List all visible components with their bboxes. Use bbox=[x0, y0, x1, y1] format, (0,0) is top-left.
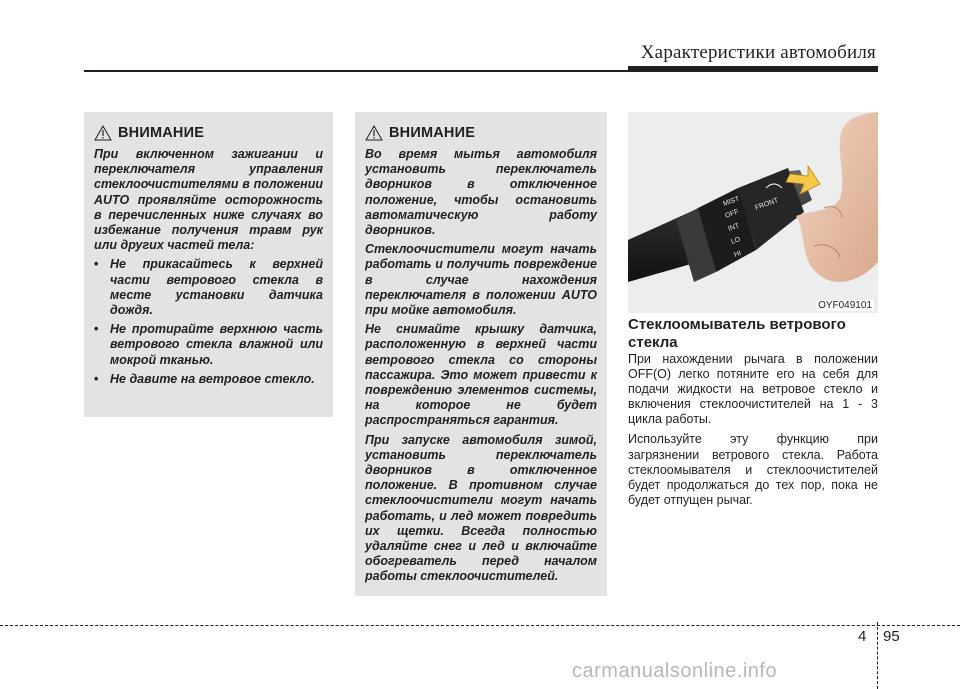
header-rule-accent bbox=[628, 66, 878, 71]
figure-code: OYF049101 bbox=[818, 300, 872, 311]
wiper-stalk-illustration bbox=[628, 112, 878, 313]
warning-intro: При включенном зажигании и переключателя управления стеклоочистителями в положении AUTO проявляйте осторожность в перечисленных ниже случаях во избежание получения травм рук или других частей тела: bbox=[94, 147, 323, 253]
warning-triangle-icon bbox=[94, 125, 112, 141]
warning-bullet: • Не давите на ветровое стекло. bbox=[94, 372, 323, 387]
warning-bullet: • Не прикасайтесь к верхней части ветрового стекла в месте установки датчика дождя. bbox=[94, 257, 323, 318]
page-number: 95 bbox=[883, 628, 900, 645]
switch-label: FRONT bbox=[754, 197, 780, 212]
warning-text bbox=[94, 147, 323, 387]
section-body bbox=[628, 352, 878, 513]
footer-divider bbox=[877, 622, 878, 689]
warning-title: ВНИМАНИЕ bbox=[118, 125, 205, 141]
watermark: carmanualsonline.info bbox=[572, 660, 778, 682]
wiper-stalk-figure bbox=[628, 112, 878, 313]
section-paragraph: Используйте эту функцию при загрязнении ветрового стекла. Работа стеклоомывателя и стеклоочистителей будет продолжаться до тех пор, пока не будет отпущен рычаг. bbox=[628, 432, 878, 507]
warning-box-middle bbox=[355, 112, 607, 596]
warning-title: ВНИМАНИЕ bbox=[389, 125, 476, 141]
warning-bullet: • Не протирайте верхнюю часть ветрового стекла влажной или мокрой тканью. bbox=[94, 322, 323, 368]
switch-label: MIST bbox=[722, 195, 741, 208]
switch-label: INT bbox=[727, 222, 741, 233]
warning-heading bbox=[365, 122, 597, 144]
warning-text bbox=[365, 147, 597, 585]
section-title: Стеклоомыватель ветрового стекла bbox=[628, 316, 846, 351]
footer-rule bbox=[0, 625, 960, 626]
warning-paragraph: Стеклоочистители могут начать работать и получить повреждение в случае нахождения переключателя в положении AUTO при мойке автомобиля. bbox=[365, 242, 597, 318]
switch-label: LO bbox=[730, 236, 742, 246]
page-header-title: Характеристики автомобиля bbox=[640, 42, 876, 63]
section-paragraph: При нахождении рычага в положении OFF(O) легко потяните его на себя для подачи жидкости на ветровое стекло и включения стеклоочистителей на 1 - 3 цикла работы. bbox=[628, 352, 878, 427]
warning-heading bbox=[94, 122, 323, 144]
warning-triangle-icon bbox=[365, 125, 383, 141]
chapter-number: 4 bbox=[858, 628, 867, 645]
warning-paragraph: Во время мытья автомобиля установить переключатель дворников в отключенное положение, чтобы остановить автоматическую работу дворников. bbox=[365, 147, 597, 238]
warning-paragraph: При запуске автомобиля зимой, установить переключатель дворников в отключенное положение. В противном случае стеклоочистители могут начать работать, и лед может повредить их щетки. Всегда полностью удаляйте снег и лед и включайте обогреватель перед началом работы стеклоочистителей. bbox=[365, 432, 597, 584]
switch-label: HI bbox=[733, 249, 743, 259]
warning-box-left bbox=[84, 112, 333, 417]
warning-bullets bbox=[94, 257, 323, 387]
switch-label: OFF bbox=[724, 208, 740, 220]
warning-paragraph: Не снимайте крышку датчика, расположенную в верхней части ветрового стекла со стороны пассажира. Это может привести к повреждению элементов системы, на которое не будет распространяться гарантия. bbox=[365, 322, 597, 428]
